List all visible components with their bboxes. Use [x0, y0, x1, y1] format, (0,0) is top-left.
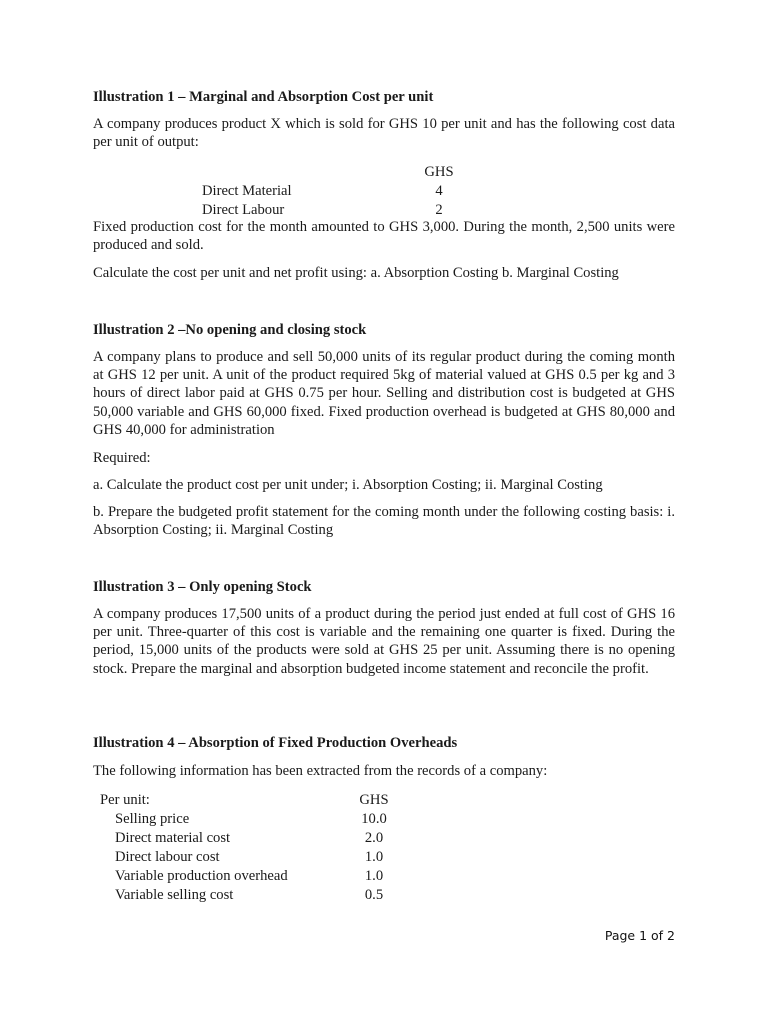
illustration-1-question: Calculate the cost per unit and net profit using: a. Absorption Costing b. Marginal Costing — [93, 265, 619, 281]
cost-item-label: Variable production overhead — [115, 868, 288, 884]
illustration-1-heading: Illustration 1 – Marginal and Absorption Cost per unit — [93, 89, 434, 105]
currency-header: GHS — [359, 792, 389, 808]
document-page — [93, 0, 675, 1024]
cost-item-label: Direct material cost — [115, 830, 231, 846]
illustration-2-required: Required: — [93, 450, 151, 466]
cost-item-value: 1.0 — [364, 868, 384, 884]
illustration-1-intro: A company produces product X which is sold for GHS 10 per unit and has the following cost data per unit of output: — [93, 116, 675, 151]
cost-item-value: 1.0 — [364, 849, 384, 865]
cost-item-value: 0.5 — [364, 887, 384, 903]
illustration-4-cost-table — [93, 791, 675, 906]
cost-item-value: 4 — [435, 183, 443, 199]
cost-item-value: 2 — [435, 202, 443, 218]
cost-item-label: Direct Labour — [202, 202, 285, 218]
illustration-1-cost-table — [93, 163, 675, 221]
cost-item-label: Direct labour cost — [115, 849, 220, 865]
currency-header: GHS — [424, 164, 454, 180]
page-number: Page 1 of 2 — [604, 928, 675, 943]
cost-item-label: Direct Material — [202, 183, 292, 199]
illustration-4-heading: Illustration 4 – Absorption of Fixed Production Overheads — [93, 735, 458, 751]
illustration-2-heading: Illustration 2 –No opening and closing stock — [93, 322, 367, 338]
cost-item-label: Variable selling cost — [115, 887, 234, 903]
per-unit-label: Per unit: — [100, 792, 150, 808]
cost-item-value: 10.0 — [361, 811, 387, 827]
illustration-3-body: A company produces 17,500 units of a product during the period just ended at full cost of GHS 16 per unit. Three-quarter of this cost is variable and the remaining one quarter is fixed. During the period, 15,000 units of the products were sold at GHS 25 per unit. Assuming there is no opening stock. Prepare the marginal and absorption budgeted income statement and reconcile the profit. — [93, 606, 675, 677]
cost-item-value: 2.0 — [364, 830, 384, 846]
illustration-1-fixed-cost: Fixed production cost for the month amounted to GHS 3,000. During the month, 2,500 units were produced and sold. — [93, 219, 675, 254]
illustration-4-intro: The following information has been extracted from the records of a company: — [93, 763, 548, 779]
illustration-2-part-a: a. Calculate the product cost per unit under; i. Absorption Costing; ii. Marginal Costing — [93, 477, 603, 493]
illustration-2-part-b: b. Prepare the budgeted profit statement for the coming month under the following costing basis: i. Absorption Costing; ii. Marginal Costing — [93, 504, 675, 539]
illustration-3-heading: Illustration 3 – Only opening Stock — [93, 579, 312, 595]
illustration-2-body: A company plans to produce and sell 50,000 units of its regular product during the coming month at GHS 12 per unit. A unit of the product required 5kg of material valued at GHS 0.5 per kg and 3 hours of direct labor paid at GHS 0.75 per hour. Selling and distribution cost is budgeted at GHS 50,000 variable and GHS 60,000 fixed. Fixed production overhead is budgeted at GHS 80,000 and GHS 40,000 for administration — [93, 349, 675, 438]
cost-item-label: Selling price — [115, 811, 190, 827]
